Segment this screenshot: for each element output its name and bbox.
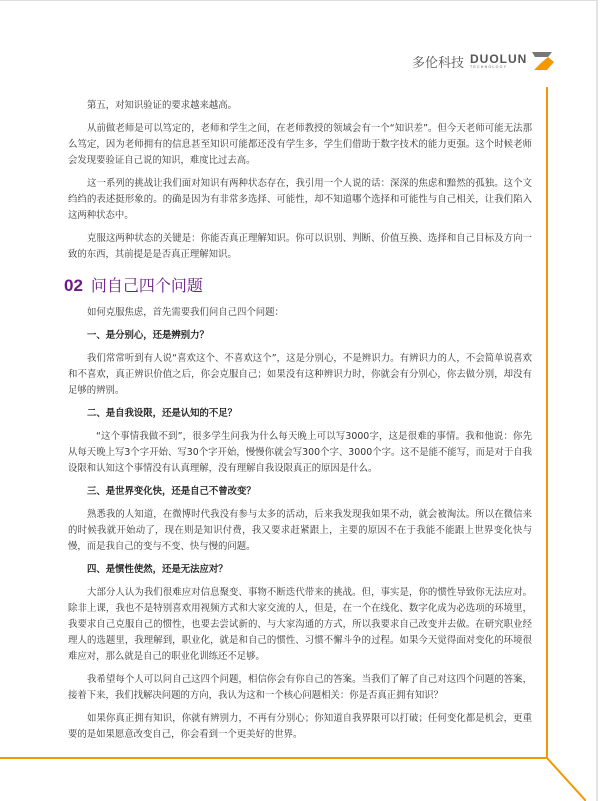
section-title: 问自己四个问题 (90, 276, 203, 295)
logo-chevron-icon (530, 51, 556, 71)
decorative-horizontal-line (0, 757, 548, 759)
article-body (64, 98, 532, 750)
logo-chinese-name: 多伦科技 (412, 55, 465, 71)
intro-paragraph: 第五，对知识验证的要求越来越高。 (87, 100, 238, 111)
question-body: 大部分人认为我们很难应对信息聚变、事物不断迭代带来的挑战。但，事实是，你的惯性导致你无法应对。除非上课，我也不是特别喜欢用视频方式和大家交流的人，但是，在一个在线化、数字化成为必选项的环境里，我要求自己克服自己的惯性，也要去尝试新的、与大家沟通的方式，所以我要求自己改变并去做。在研究职业经理人的选题里，我理解到，职业化，就是和自己的惯性、习惯不懈斗争的过程。如果今天觉得面对变化的环境很难应对，那么就是自己的职业化训练还不足够。 (68, 587, 532, 662)
question-title: 一、是分别心，还是辨别力？ (87, 330, 209, 341)
question-body: “这个事情我做不到”，很多学生问我为什么每天晚上可以写3000字，这是很难的事情。我和他说：你先从每天晚上写3个字开始、写30个字开始，慢慢你就会写300个字、3000个字。这不是能不能写，而是对于自我设限和认知这个事情没有认真理解，没有理解自我设限真正的原因是什么。 (68, 431, 532, 474)
closing-paragraph: 如果你真正拥有知识，你就有辨别力，不再有分别心；你知道自我界限可以打破；任何变化都是机会，更重要的是如果愿意改变自己，你会看到一个更美好的世界。 (68, 713, 532, 740)
decorative-diagonal-line (546, 757, 586, 801)
logo-wordmark: DUOLUN (470, 51, 528, 66)
intro-paragraph: 这一系列的挑战让我们面对知识有两种状态存在，我引用一个人说的话：深深的焦虑和黯然的孤独。这个文绉绉的表述挺形象的。的确是因为有非常多选择、可能性，却不知道哪个选择和可能性与自己相关，让我们陷入这两种状态中。 (68, 178, 532, 221)
question-body: 熟悉我的人知道，在微博时代我没有参与太多的活动，后来我发现我如果不动，就会被淘汰。所以在微信来的时候我就开始动了，现在则是知识付费，我又要求赶紧跟上，主要的原因不在于我能不能跟上世界变化快与慢，而是我自己的变与不变、快与慢的问题。 (68, 509, 532, 552)
closing-paragraph: 我希望每个人可以问自己这四个问题，相信你会有你自己的答案。当我们了解了自己对这四个问题的答案，接着下来，我们找解决问题的方向，我认为这和一个核心问题相关：你是否真正拥有知识？ (68, 674, 532, 701)
intro-paragraph: 从前做老师是可以笃定的，老师和学生之间，在老师教授的领域会有一个“知识差”。但今天老师可能无法那么笃定，因为老师拥有的信息甚至知识可能都还没有学生多，学生们借助于数字技术的能力更强。这个时候老师会发现要验证自己说的知识，难度比过去高。 (68, 123, 532, 166)
question-title: 三、是世界变化快，还是自己不曾改变？ (87, 486, 256, 497)
section-heading (64, 273, 532, 296)
section-number: 02 (64, 276, 83, 295)
company-logo (412, 49, 556, 73)
question-title: 四、是惯性使然，还是无法应对？ (87, 564, 228, 575)
question-title: 二、是自我设限，还是认知的不足？ (87, 408, 238, 419)
decorative-vertical-line (546, 87, 548, 758)
question-body: 我们常常听到有人说“喜欢这个、不喜欢这个”，这是分别心，不是辨识力。有辨识力的人，不会简单说喜欢和不喜欢，真正辨识价值之后，你会克服自己；如果没有这种辨识力时，你就会有分别心，你去做分别，却没有足够的辨别。 (68, 353, 532, 396)
section-lead: 如何克服焦虑，首先需要我们问自己四个问题： (87, 307, 284, 318)
intro-paragraph: 克服这两种状态的关键是：你能否真正理解知识。你可以识别、判断、价值互换、选择和自己目标及方向一致的东西，其前提是是否真正理解知识。 (68, 233, 532, 260)
logo-english-name (470, 53, 527, 70)
logo-subtitle: TECHNOLOGY (470, 64, 508, 69)
